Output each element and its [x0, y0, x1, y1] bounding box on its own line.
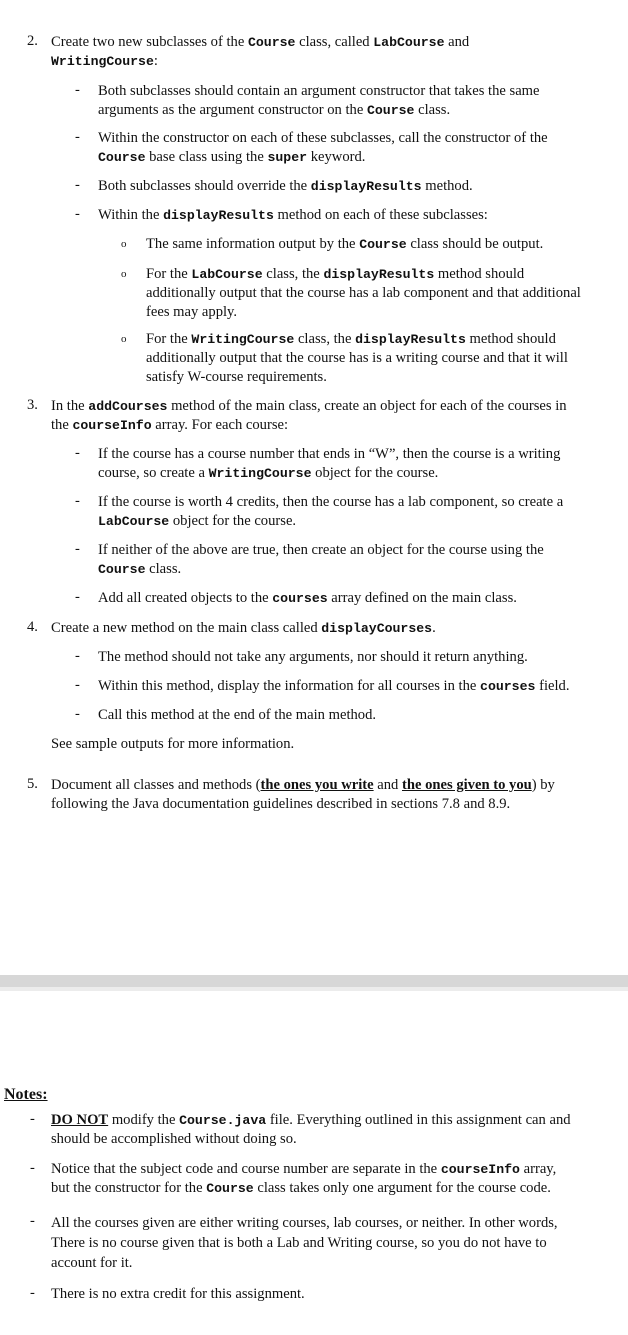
note-item: All the courses given are either writing courses, lab courses, or neither. In other words, There is no course given that is both a Lab and Writing course, so you do not have to account for it.	[51, 1215, 558, 1271]
sub-bullet-text: For the LabCourse class, the displayResults method should additionally output that the course has a lab component and that additional fees may apply.	[146, 266, 581, 320]
bullet-dash: -	[75, 493, 80, 509]
bullet-dash: -	[75, 541, 80, 557]
bullet-circle: o	[121, 238, 127, 250]
bullet-dash: -	[75, 129, 80, 145]
bullet-dash: -	[75, 648, 80, 664]
bullet-dash: -	[30, 1285, 35, 1301]
bullet-dash: -	[30, 1160, 35, 1176]
step-text: Create a new method on the main class called displayCourses.	[51, 620, 436, 636]
bullet-dash: -	[30, 1111, 35, 1127]
page-break-shadow	[0, 987, 628, 991]
bullet-text: Call this method at the end of the main method.	[98, 707, 377, 723]
bullet-text: Both subclasses should override the displayResults method.	[98, 178, 473, 194]
see-sample-outputs: See sample outputs for more information.	[51, 736, 295, 752]
sub-bullet-text: For the WritingCourse class, the displayResults method should additionally output that the course has is a writing course and that it will satisfy W-course requirements.	[146, 331, 568, 385]
step-number: 3.	[27, 397, 38, 413]
step-text: In the addCourses method of the main class, create an object for each of the courses in the courseInfo array. For each course:	[51, 398, 567, 433]
bullet-dash: -	[75, 206, 80, 222]
bullet-text: If neither of the above are true, then create an object for the course using the Course class.	[98, 542, 544, 577]
step-text: Document all classes and methods (the ones you write and the ones given to you) by following the Java documentation guidelines described in sections 7.8 and 8.9.	[51, 777, 555, 812]
bullet-text: Within this method, display the information for all courses in the courses field.	[98, 678, 570, 694]
note-item: There is no extra credit for this assignment.	[51, 1286, 305, 1302]
sub-bullet-text: The same information output by the Course class should be output.	[146, 236, 544, 252]
step-text: Create two new subclasses of the Course class, called LabCourse and WritingCourse:	[51, 34, 470, 69]
bullet-text: If the course is worth 4 credits, then the course has a lab component, so create a LabCourse object for the course.	[98, 494, 564, 529]
step-number: 5.	[27, 776, 38, 792]
note-item: Notice that the subject code and course number are separate in the courseInfo array, but the constructor for the Course class takes only one argument for the course code.	[51, 1161, 557, 1196]
notes-title: Notes:	[4, 1086, 48, 1103]
bullet-dash: -	[75, 589, 80, 605]
note-item: DO NOT modify the Course.java file. Everything outlined in this assignment can and should be accomplished without doing so.	[51, 1112, 571, 1147]
bullet-dash: -	[75, 706, 80, 722]
bullet-circle: o	[121, 268, 127, 280]
bullet-text: Within the constructor on each of these subclasses, call the constructor of the Course base class using the super keyword.	[98, 130, 548, 165]
bullet-dash: -	[75, 177, 80, 193]
bullet-dash: -	[30, 1213, 35, 1229]
step-number: 2.	[27, 33, 38, 49]
bullet-text: Both subclasses should contain an argument constructor that takes the same arguments as the argument constructor on the Course class.	[98, 83, 540, 118]
bullet-dash: -	[75, 82, 80, 98]
page-break	[0, 975, 628, 987]
step-number: 4.	[27, 619, 38, 635]
bullet-text: If the course has a course number that ends in “W”, then the course is a writing course, so create a WritingCourse object for the course.	[98, 446, 561, 481]
bullet-dash: -	[75, 445, 80, 461]
bullet-dash: -	[75, 677, 80, 693]
bullet-circle: o	[121, 333, 127, 345]
bullet-text: Within the displayResults method on each of these subclasses:	[98, 207, 488, 223]
bullet-text: Add all created objects to the courses array defined on the main class.	[98, 590, 517, 606]
bullet-text: The method should not take any arguments, nor should it return anything.	[98, 649, 528, 665]
